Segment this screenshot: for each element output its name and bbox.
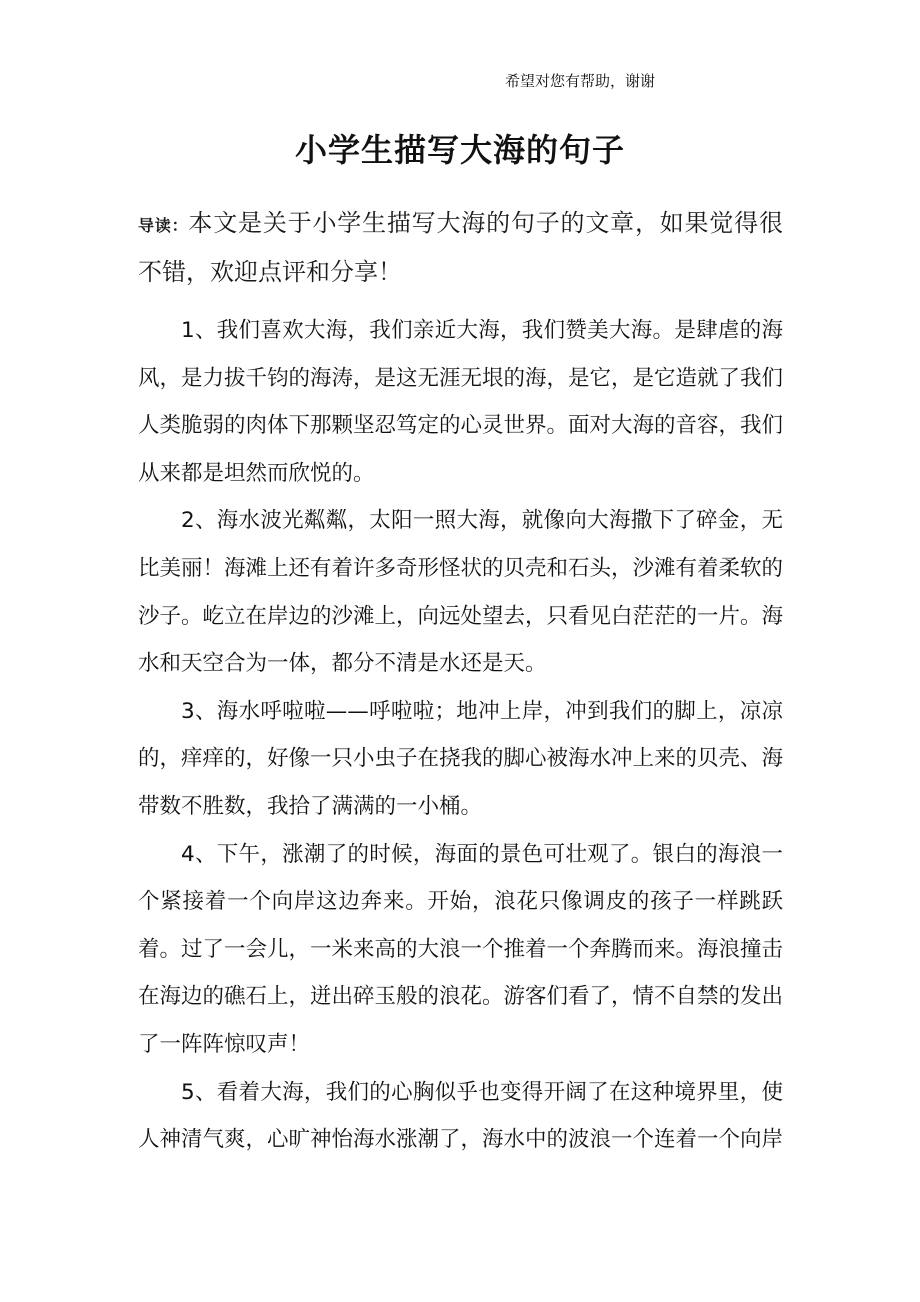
document-title: 小学生描写大海的句子 [294, 131, 625, 169]
paragraph-5: 5、看着大海，我们的心胸似乎也变得开阔了在这种境界里，使人神清气爽，心旷神怡海水涨潮了，海水中的波浪一个连着一个向岸 [138, 1079, 784, 1153]
paragraph-2: 2、海水波光粼粼，太阳一照大海，就像向大海撒下了碎金，无比美丽！海滩上还有着许多奇形怪状的贝壳和石头，沙滩有着柔软的沙子。屹立在岸边的沙滩上，向远处望去，只看见白茫茫的一片。海水和天空合为一体，都分不清是水还是天。 [138, 508, 784, 677]
paragraph-4: 4、下午，涨潮了的时候，海面的景色可壮观了。银白的海浪一个紧接着一个向岸这边奔来。开始，浪花只像调皮的孩子一样跳跃着。过了一会儿，一米来高的大浪一个推着一个奔腾而来。海浪撞击在海边的礁石上，迸出碎玉般的浪花。游客们看了，情不自禁的发出了一阵阵惊叹声！ [138, 841, 784, 1057]
header-note: 希望对您有帮助，谢谢 [505, 72, 656, 90]
lead-text: 本文是关于小学生描写大海的句子的文章，如果觉得很不错，欢迎点评和分享！ [138, 209, 783, 286]
paragraph-3: 3、海水呼啦啦——呼啦啦；地冲上岸，冲到我们的脚上，凉凉的，痒痒的，好像一只小虫子在挠我的脚心被海水冲上来的贝壳、海带数不胜数，我拾了满满的一小桶。 [138, 698, 784, 819]
article-body [138, 307, 783, 1164]
paragraph-1: 1、我们喜欢大海，我们亲近大海，我们赞美大海。是肆虐的海风，是力拔千钧的海涛，是这无涯无垠的海，是它，是它造就了我们人类脆弱的肉体下那颗坚忍笃定的心灵世界。面对大海的音容，我们从来都是坦然而欣悦的。 [138, 318, 784, 486]
lead-paragraph [138, 200, 783, 296]
lead-label: 导读： [138, 216, 189, 235]
